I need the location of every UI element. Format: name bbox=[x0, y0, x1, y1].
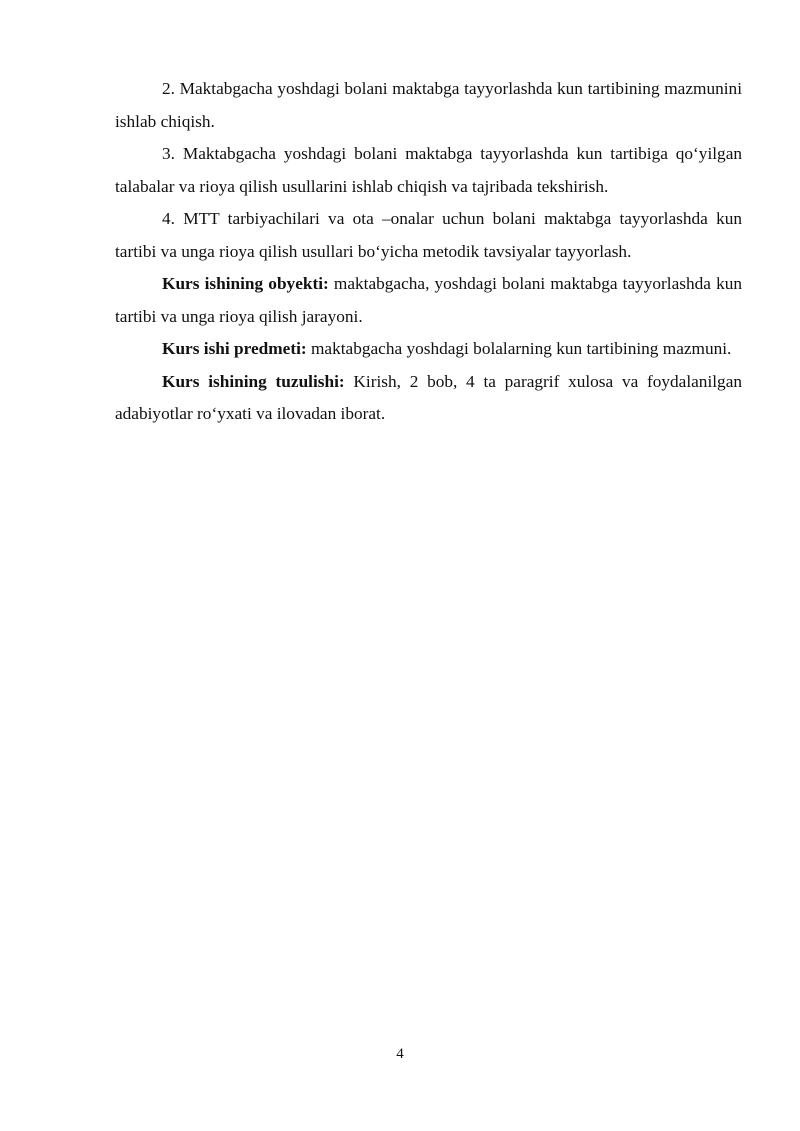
paragraph-goal-4 bbox=[115, 203, 742, 268]
paragraph-subject bbox=[115, 333, 742, 366]
paragraph-text: 4. MTT tarbiyachilari va ota –onalar uchun bolani maktabga tayyorlashda kun tartibi va unga rioya qilish usullari bo‘yicha metodik tavsiyalar tayyorlash. bbox=[115, 209, 742, 261]
paragraph-goal-2 bbox=[115, 73, 742, 138]
body-text bbox=[115, 73, 742, 431]
paragraph-label: Kurs ishi predmeti: bbox=[162, 339, 307, 358]
page-number: 4 bbox=[396, 1046, 404, 1062]
paragraph-text: Kirish, 2 bob, 4 ta paragrif xulosa va foydalanilgan adabiyotlar ro‘yxati va ilovadan iborat. bbox=[115, 371, 743, 423]
paragraph-object bbox=[115, 268, 742, 333]
paragraph-goal-3 bbox=[115, 138, 742, 203]
paragraph-text: maktabgacha, yoshdagi bolani maktabga tayyorlashda kun tartibi va unga rioya qilish jarayoni. bbox=[115, 274, 743, 326]
paragraph-text: maktabgacha yoshdagi bolalarning kun tartibining mazmuni. bbox=[306, 339, 732, 358]
paragraph-text: 2. Maktabgacha yoshdagi bolani maktabga tayyorlashda kun tartibining mazmunini ishlab chiqish. bbox=[115, 79, 742, 131]
paragraph-text: 3. Maktabgacha yoshdagi bolani maktabga tayyorlashda kun tartibiga qo‘yilgan talabalar va rioya qilish usullarini ishlab chiqish va tajribada tekshirish. bbox=[115, 144, 742, 196]
paragraph-structure bbox=[115, 366, 742, 431]
paragraph-label: Kurs ishining obyekti: bbox=[162, 274, 329, 293]
paragraph-label: Kurs ishining tuzulishi: bbox=[162, 371, 345, 391]
